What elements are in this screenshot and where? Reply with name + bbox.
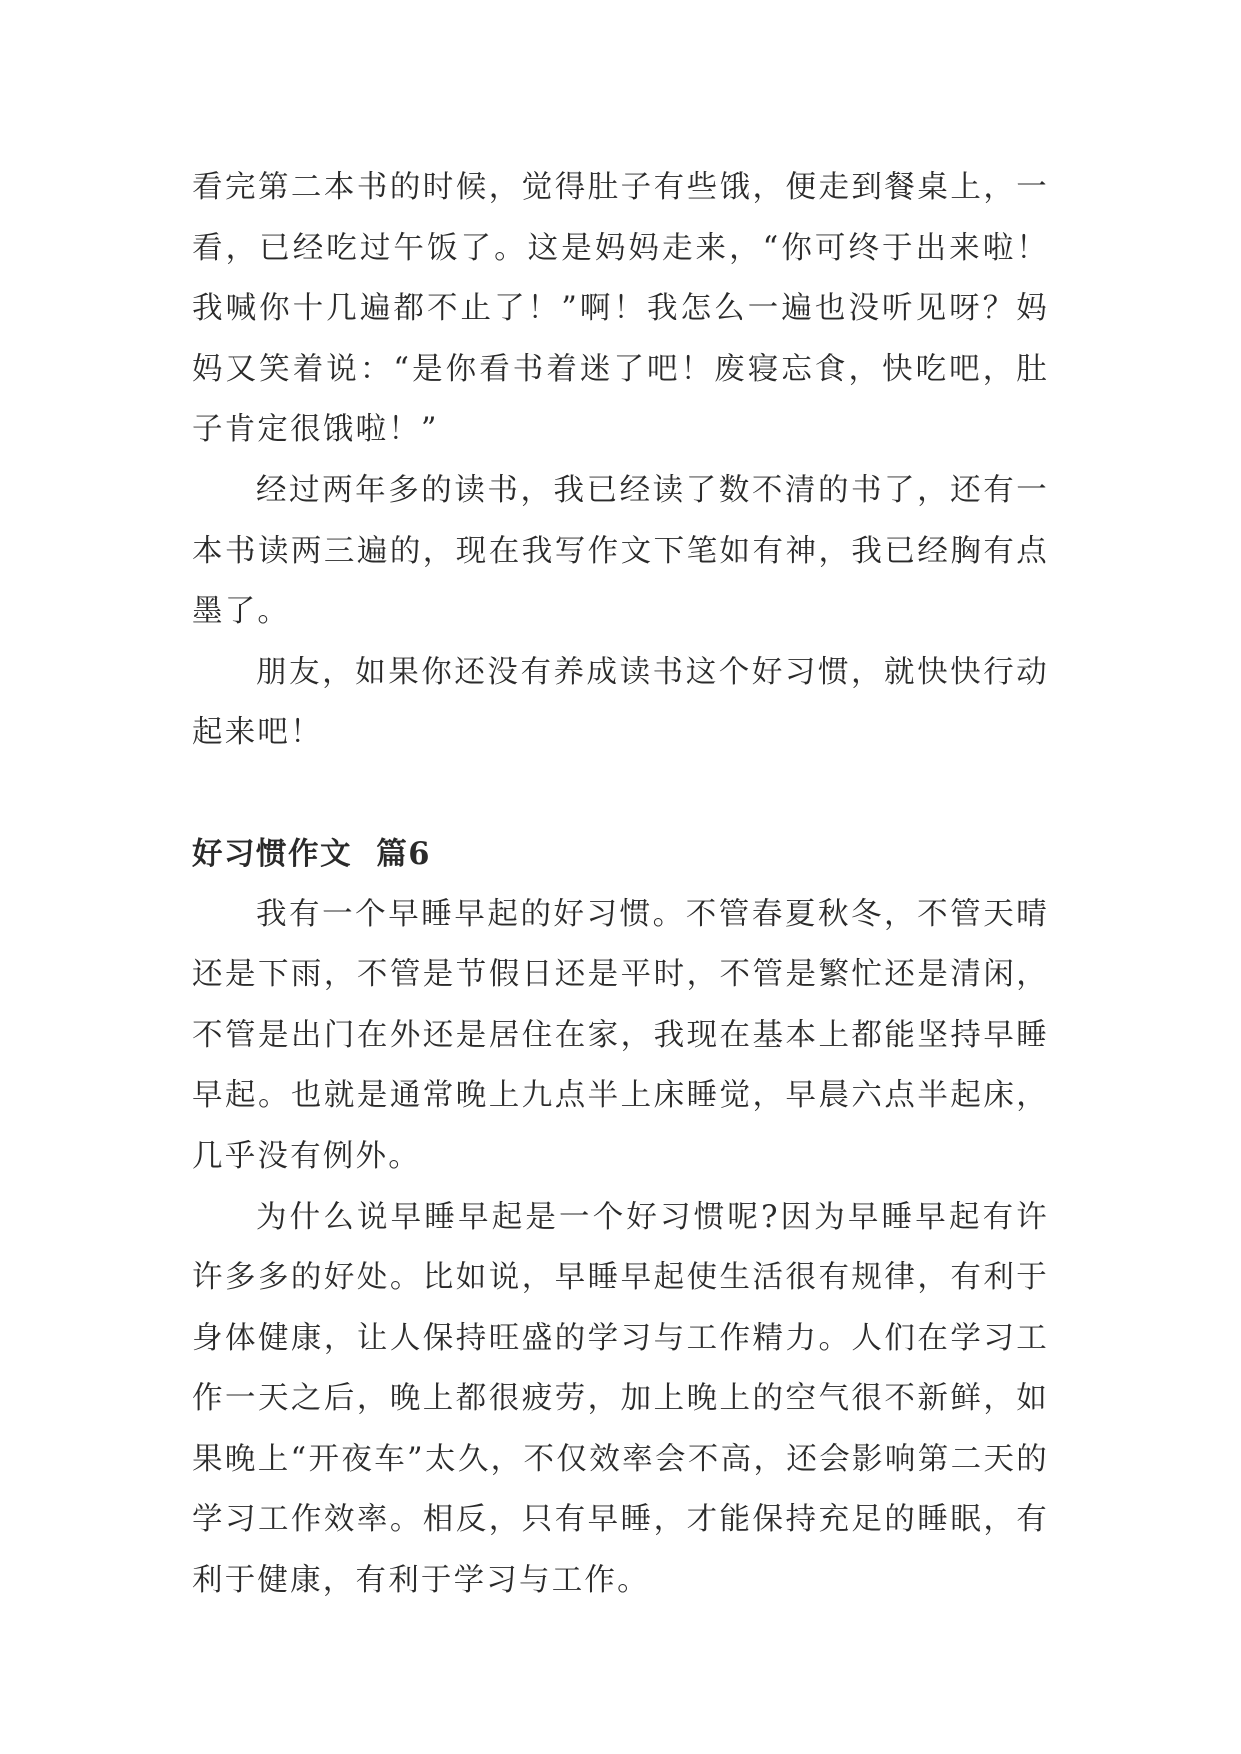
paragraph-early-habit: 我有一个早睡早起的好习惯。不管春夏秋冬，不管天晴还是下雨，不管是节假日还是平时，不管是繁忙还是清闲，不管是出门在外还是居住在家，我现在基本上都能坚持早睡早起。也就是通常晚上九点半上床睡觉，早晨六点半起床，几乎没有例外。 (192, 896, 1049, 1174)
section-title: 好习惯作文 篇6 (192, 835, 431, 872)
paragraph-early-habit-benefits: 为什么说早睡早起是一个好习惯呢?因为早睡早起有许许多多的好处。比如说，早睡早起使生活很有规律，有利于身体健康，让人保持旺盛的学习与工作精力。人们在学习工作一天之后，晚上都很疲劳，加上晚上的空气很不新鲜，如果晚上“开夜车”太久，不仅效率会不高，还会影响第二天的学习工作效率。相反，只有早睡，才能保持充足的睡眠，有利于健康，有利于学习与工作。 (192, 1199, 1049, 1599)
paragraph-call-to-action: 朋友，如果你还没有养成读书这个好习惯，就快快行动起来吧！ (192, 654, 1049, 751)
document-body (192, 158, 1049, 1612)
paragraph-reading-progress: 经过两年多的读书，我已经读了数不清的书了，还有一本书读两三遍的，现在我写作文下笔如有神，我已经胸有点墨了。 (192, 472, 1049, 630)
continuation-paragraph: 看完第二本书的时候，觉得肚子有些饿，便走到餐桌上，一看，已经吃过午饭了。这是妈妈走来，“你可终于出来啦！我喊你十几遍都不止了！”啊！我怎么一遍也没听见呀？妈妈又笑着说：“是你看书着迷了吧！废寝忘食，快吃吧，肚子肯定很饿啦！” (192, 170, 1049, 448)
